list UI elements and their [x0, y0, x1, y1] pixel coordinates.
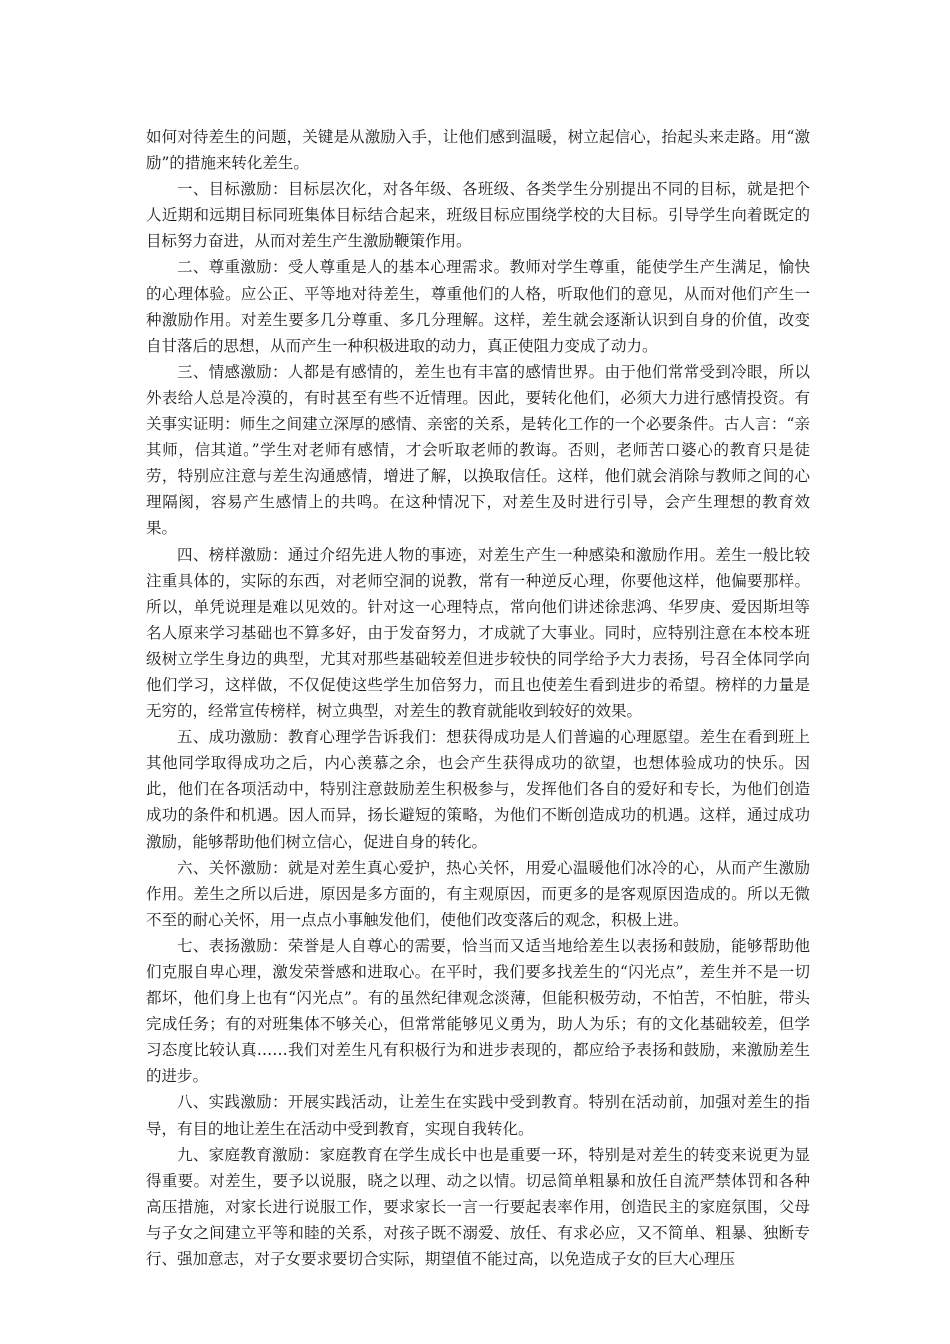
- paragraph-role-model-motivation: 四、榜样激励：通过介绍先进人物的事迹，对差生产生一种感染和激励作用。差生一般比较注重具体的，实际的东西，对老师空洞的说教，常有一种逆反心理，你要他这样，他偏要那样。所以，单凭说理是难以见效的。针对这一心理特点，常向他们讲述徐悲鸿、华罗庚、爱因斯坦等名人原来学习基础也不算多好，由于发奋努力，才成就了大事业。同时，应特别注意在本校本班级树立学生身边的典型，尤其对那些基础较差但进步较快的同学给予大力表扬，号召全体同学向他们学习，这样做，不仅促使这些学生加倍努力，而且也使差生看到进步的希望。榜样的力量是无穷的，经常宣传榜样，树立典型，对差生的教育就能收到较好的效果。: [146, 545, 810, 721]
- paragraph-praise-motivation: 七、表扬激励：荣誉是人自尊心的需要，恰当而又适当地给差生以表扬和鼓励，能够帮助他们克服自卑心理，激发荣誉感和进取心。在平时，我们要多找差生的“闪光点”，差生并不是一切都坏，他们身上也有“闪光点”。有的虽然纪律观念淡薄，但能积极劳动，不怕苦，不怕脏，带头完成任务；有的对班集体不够关心，但常常能够见义勇为，助人为乐；有的文化基础较差，但学习态度比较认真……我们对差生凡有积极行为和进步表现的，都应给予表扬和鼓励，来激励差生的进步。: [146, 936, 810, 1086]
- intro-paragraph: 如何对待差生的问题，关键是从激励入手，让他们感到温暖，树立起信心，抬起头来走路。用“激励”的措施来转化差生。: [146, 128, 810, 173]
- paragraph-respect-motivation: 二、尊重激励：受人尊重是人的基本心理需求。教师对学生尊重，能使学生产生满足，愉快的心理体验。应公正、平等地对待差生，尊重他们的人格，听取他们的意见，从而对他们产生一种激励作用。对差生要多几分尊重、多几分理解。这样，差生就会逐渐认识到自身的价值，改变自甘落后的思想，从而产生一种积极进取的动力，真正使阻力变成了动力。: [146, 258, 810, 355]
- document-body: [146, 124, 810, 1272]
- paragraph-emotion-motivation: 三、情感激励：人都是有感情的，差生也有丰富的感情世界。由于他们常常受到冷眼，所以外表给人总是冷漠的，有时甚至有些不近情理。因此，要转化他们，必须大力进行感情投资。有关事实证明：师生之间建立深厚的感情、亲密的关系，是转化工作的一个必要条件。古人言：“亲其师，信其道。”学生对老师有感情，才会听取老师的教诲。否则，老师苦口婆心的教育只是徒劳，特别应注意与差生沟通感情，增进了解，以换取信任。这样，他们就会消除与教师之间的心理隔阂，容易产生感情上的共鸣。在这种情况下，对差生及时进行引导，会产生理想的教育效果。: [146, 362, 810, 538]
- paragraph-success-motivation: 五、成功激励：教育心理学告诉我们：想获得成功是人们普遍的心理愿望。差生在看到班上其他同学取得成功之后，内心羡慕之余，也会产生获得成功的欲望，也想体验成功的快乐。因此，他们在各项活动中，特别注意鼓励差生积极参与，发挥他们各自的爱好和专长，为他们创造成功的条件和机遇。因人而异，扬长避短的策略，为他们不断创造成功的机遇。这样，通过成功激励，能够帮助他们树立信心，促进自身的转化。: [146, 728, 810, 851]
- paragraph-practice-motivation: 八、实践激励：开展实践活动，让差生在实践中受到教育。特别在活动前，加强对差生的指导，有目的地让差生在活动中受到教育，实现自我转化。: [146, 1093, 810, 1138]
- paragraph-family-education-motivation: 九、家庭教育激励：家庭教育在学生成长中也是重要一环，特别是对差生的转变来说更为显得重要。对差生，要予以说服，晓之以理、动之以情。切忌简单粗暴和放任自流严禁体罚和各种高压措施，对家长进行说服工作，要求家长一言一行要起表率作用，创造民主的家庭氛围，父母与子女之间建立平等和睦的关系，对孩子既不溺爱、放任、有求必应，又不简单、粗暴、独断专行、强加意志，对子女要求要切合实际，期望值不能过高，以免造成子女的巨大心理压: [146, 1145, 810, 1269]
- paragraph-goal-motivation: 一、目标激励：目标层次化，对各年级、各班级、各类学生分别提出不同的目标，就是把个人近期和远期目标同班集体目标结合起来，班级目标应围绕学校的大目标。引导学生向着既定的目标努力奋进，从而对差生产生激励鞭策作用。: [146, 180, 810, 251]
- paragraph-care-motivation: 六、关怀激励：就是对差生真心爱护，热心关怀，用爱心温暖他们冰冷的心，从而产生激励作用。差生之所以后进，原因是多方面的，有主观原因，而更多的是客观原因造成的。所以无微不至的耐心关怀，用一点点小事触发他们，使他们改变落后的观念，积极上进。: [146, 858, 810, 929]
